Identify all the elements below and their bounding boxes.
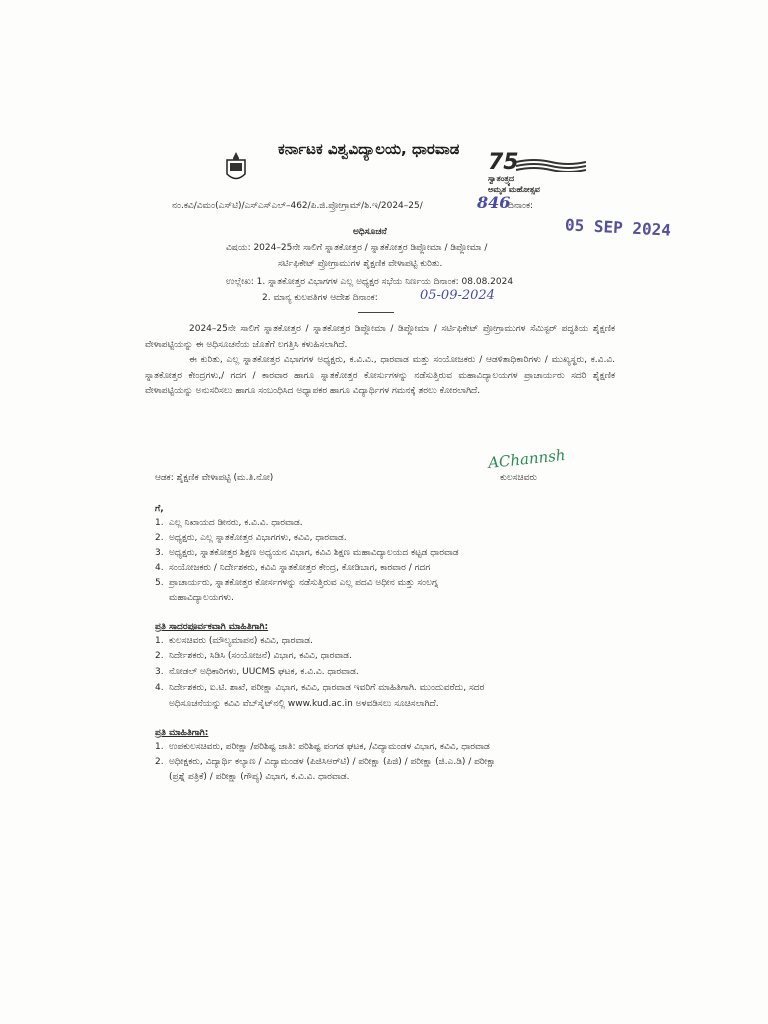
reference-date-handwritten: 05-09-2024: [420, 288, 495, 303]
flag-waves-icon: [516, 158, 586, 172]
subject-line-1: ವಿಷಯ: 2024–25ನೇ ಸಾಲಿಗೆ ಸ್ನಾತಕೋತ್ತರ / ಸ್ನಾತಕೋತ್ತರ ಡಿಪ್ಲೋಮಾ / ಡಿಪ್ಲೋಮಾ /: [226, 243, 488, 253]
date-stamp: 05 SEP 2024: [564, 215, 672, 240]
list-item: 1. ಉಪಕುಲಸಚಿವರು, ಪರೀಕ್ಷಾ /ಪರಿಶಿಷ್ಟ ಜಾತಿ: ಪರಿಶಿಷ್ಟ ಪಂಗಡ ಘಟಕ, /ವಿದ್ಯಾಮಂಡಳ ವಿಭಾಗ, ಕವಿವಿ, ಧಾರವಾಡ: [155, 742, 490, 752]
list-item: 1. ಕುಲಸಚಿವರು (ಮೌಲ್ಯಮಾಪನ) ಕವಿವಿ, ಧಾರವಾಡ.: [155, 636, 313, 646]
reference-line-1: ಉಲ್ಲೇಖ: 1. ಸ್ನಾತಕೋತ್ತರ ವಿಭಾಗಗಳ ಎಲ್ಲ ಅಧ್ಯಕ್ಷರ ಸಭೆಯ ನಿರ್ಣಯ ದಿನಾಂಕ: 08.08.2024: [226, 277, 514, 287]
reference-line-2: 2. ಮಾನ್ಯ ಕುಲಪತಿಗಳ ಆದೇಶ ದಿನಾಂಕ:: [262, 293, 378, 303]
jubilee-line2: ಅಮೃತ ಮಹೋತ್ಸವ: [488, 185, 540, 194]
jubilee-number: 75: [488, 150, 519, 175]
designation: ಕುಲಸಚಿವರು: [500, 473, 537, 483]
list-item: 4. ನಿರ್ದೇಶಕರು, ಐ.ಟಿ. ಶಾಖೆ, ಪರೀಕ್ಷಾ ವಿಭಾಗ, ಕವಿವಿ, ಧಾರವಾಡ ಇವರಿಗೆ ಮಾಹಿತಿಗಾಗಿ. ಮುಂದುವರೆದು, ಸದರ: [155, 683, 485, 693]
paragraph-1: 2024–25ನೇ ಸಾಲಿಗೆ ಸ್ನಾತಕೋತ್ತರ / ಸ್ನಾತಕೋತ್ತರ ಡಿಪ್ಲೋಮಾ / ಡಿಪ್ಲೋಮಾ / ಸರ್ಟಿಫಿಕೇಟ್ ಪ್ರೋಗ್ರಾಮುಗಳ ಸೆಮಿಸ್ಟರ್ ಪದ್ಧತಿಯ ಶೈಕ್ಷಣಿಕ ವೇಳಾಪಟ್ಟಿಯನ್ನು ಈ ಅಧಿಸೂಚನೆಯ ಜೊತೆಗೆ ಲಗತ್ತಿಸಿ ಕಳುಹಿಸಲಾಗಿದೆ.: [145, 324, 615, 350]
list-item: 5. ಪ್ರಾಚಾರ್ಯರು, ಸ್ನಾತಕೋತ್ತರ ಕೋರ್ಸಗಳನ್ನು ನಡೆಸುತ್ತಿರುವ ಎಲ್ಲ ಪದವಿ ಅಧೀನ ಮತ್ತು ಸಂಲಗ್ನ: [155, 578, 439, 588]
list-item: (ಪ್ರಶ್ನೆ ಪತ್ರಿಕೆ) / ಪರೀಕ್ಷಾ (ಗೌಪ್ಯ) ವಿಭಾಗ, ಕ.ವಿ.ವಿ. ಧಾರವಾಡ.: [169, 772, 350, 782]
enclosure-note: ಆಡಕ: ಶೈಕ್ಷಣಿಕ ವೇಳಾಪಟ್ಟಿ (ಮ.ತಿ.ನೋ): [155, 473, 274, 483]
list-item: 1. ಎಲ್ಲ ನಿಖಾಯದ ಡೀನರು, ಕ.ವಿ.ವಿ. ಧಾರವಾಡ.: [155, 518, 303, 528]
subject-line-2: ಸರ್ಟಿಫಿಕೇಟ್ ಪ್ರೋಗ್ರಾಮುಗಳ ಶೈಕ್ಷಣಿಕ ವೇಳಾಪಟ್ಟಿ ಕುರಿತು.: [278, 259, 443, 269]
university-seal-icon: [224, 150, 248, 184]
paragraph-2: ಈ ಕುರಿತು, ಎಲ್ಲ ಸ್ನಾತಕೋತ್ತರ ವಿಭಾಗಗಳ ಅಧ್ಯಕ್ಷರು, ಕ.ವಿ.ವಿ., ಧಾರವಾಡ ಮತ್ತು ಸಂಯೋಜಕರು / ಆಡಳಿತಾಧಿಕಾರಿಗಳು / ಮುಖ್ಯಸ್ಥರು, ಕ.ವಿ.ವಿ. ಸ್ನಾತಕೋತ್ತರ ಕೇಂದ್ರಗಳು,/ ಗದಗ / ಕಾರವಾರ ಹಾಗೂ ಸ್ನಾತಕೋತ್ತರ ಕೋರ್ಸುಗಳನ್ನು ನಡೆಸುತ್ತಿರುವ ಮಹಾವಿದ್ಯಾಲಯಗಳ ಪ್ರಾಚಾರ್ಯರು ಸದರಿ ಶೈಕ್ಷಣಿಕ ವೇಳಾಪಟ್ಟಿಯನ್ನು ಅನುಸರಿಸಲು ಹಾಗೂ ಸಂಬಂಧಿಸಿದ ಅಧ್ಯಾಪಕರ ಹಾಗೂ ವಿದ್ಯಾರ್ಥಿಗಳ ಗಮನಕ್ಕೆ ತರಲು ಕೋರಲಾಗಿದೆ.: [145, 355, 615, 396]
list-item: ಮಹಾವಿದ್ಯಾಲಯಗಳು.: [169, 593, 234, 603]
handwritten-number: 846: [477, 193, 511, 212]
list-item: 2. ಅಧೀಕ್ಷಕರು, ವಿದ್ಯಾರ್ಥಿ ಕಲ್ಯಾಣ / ವಿದ್ಯಾಮಂಡಳ (ಪಿಜಿಸಿಆರ್‌ಟಿ) / ಪರೀಕ್ಷಾ (ಪಿಜಿ) / ಪರೀಕ್ಷಾ (ಜಿ.ಎ.ಡಿ) / ಪರೀಕ್ಷಾ: [155, 757, 496, 767]
to-heading: ಗೆ,: [155, 504, 164, 514]
signature: AChannsh: [487, 445, 567, 473]
list-item: 3. ನೋಡಲ್ ಅಧಿಕಾರಿಗಳು, UUCMS ಘಟಕ, ಕ.ವಿ.ವಿ. ಧಾರವಾಡ.: [155, 667, 359, 677]
date-label: ದಿನಾಂಕ:: [508, 201, 534, 211]
list-item: 4. ಸಂಯೋಜಕರು / ನಿರ್ದೇಶಕರು, ಕವಿವಿ ಸ್ನಾತಕೋತ್ತರ ಕೇಂದ್ರ, ಕೋಡಿಬಾಗ, ಕಾರವಾರ / ಗದಗ: [155, 563, 431, 573]
reference-number: ನಂ.ಕವಿ/ವಿಮಂ(ಎಸ್‌ಟಿ)/ಎಸ್‌ಎಸ್‌ಎಲ್–462/ಪಿ.ಜಿ.ಪ್ರೋಗ್ರಾಮ್/ಶಿ.ಇ/2024–25/: [172, 201, 423, 211]
university-title: ಕರ್ನಾಟಕ ವಿಶ್ವವಿದ್ಯಾಲಯ, ಧಾರವಾಡ: [278, 140, 460, 158]
list-item: 2. ಅಧ್ಯಕ್ಷರು, ಎಲ್ಲ ಸ್ನಾತಕೋತ್ತರ ವಿಭಾಗಗಳು, ಕವಿವಿ, ಧಾರವಾಡ.: [155, 533, 347, 543]
copy-heading: ಪ್ರತಿ ಮಾಹಿತಿಗಾಗಿ:: [155, 728, 209, 738]
list-item: 2. ನಿರ್ದೇಶಕರು, ಸಿಡಿಸಿ (ಸಂಯೋಜನೆ) ವಿಭಾಗ, ಕವಿವಿ, ಧಾರವಾಡ.: [155, 651, 352, 661]
list-item: 3. ಅಧ್ಯಕ್ಷರು, ಸ್ನಾತಕೋತ್ತರ ಶಿಕ್ಷಣ ಅಧ್ಯಯನ ವಿಭಾಗ, ಕವಿವಿ ಶಿಕ್ಷಣ ಮಹಾವಿದ್ಯಾಲಯದ ಕಟ್ಟಡ ಧಾರವಾಡ: [155, 548, 459, 558]
jubilee-line1: ಸ್ವಾತಂತ್ರ್ಯದ: [488, 174, 515, 183]
jubilee-logo: [486, 152, 590, 198]
divider: [358, 312, 394, 313]
list-item: ಅಧಿಸೂಚನೆಯನ್ನು ಕವಿವಿ ವೆಬ್‌ಸೈಟ್‌ನಲ್ಲಿ www.kud.ac.in ಅಳವಡಿಸಲು ಸೂಚಿಸಲಾಗಿದೆ.: [169, 699, 439, 709]
copy-info-heading: ಪ್ರತಿ ಸಾದರಪೂರ್ವಕವಾಗಿ ಮಾಹಿತಿಗಾಗಿ:: [155, 622, 269, 632]
notification-heading: ಅಧಿಸೂಚನೆ: [353, 227, 387, 237]
